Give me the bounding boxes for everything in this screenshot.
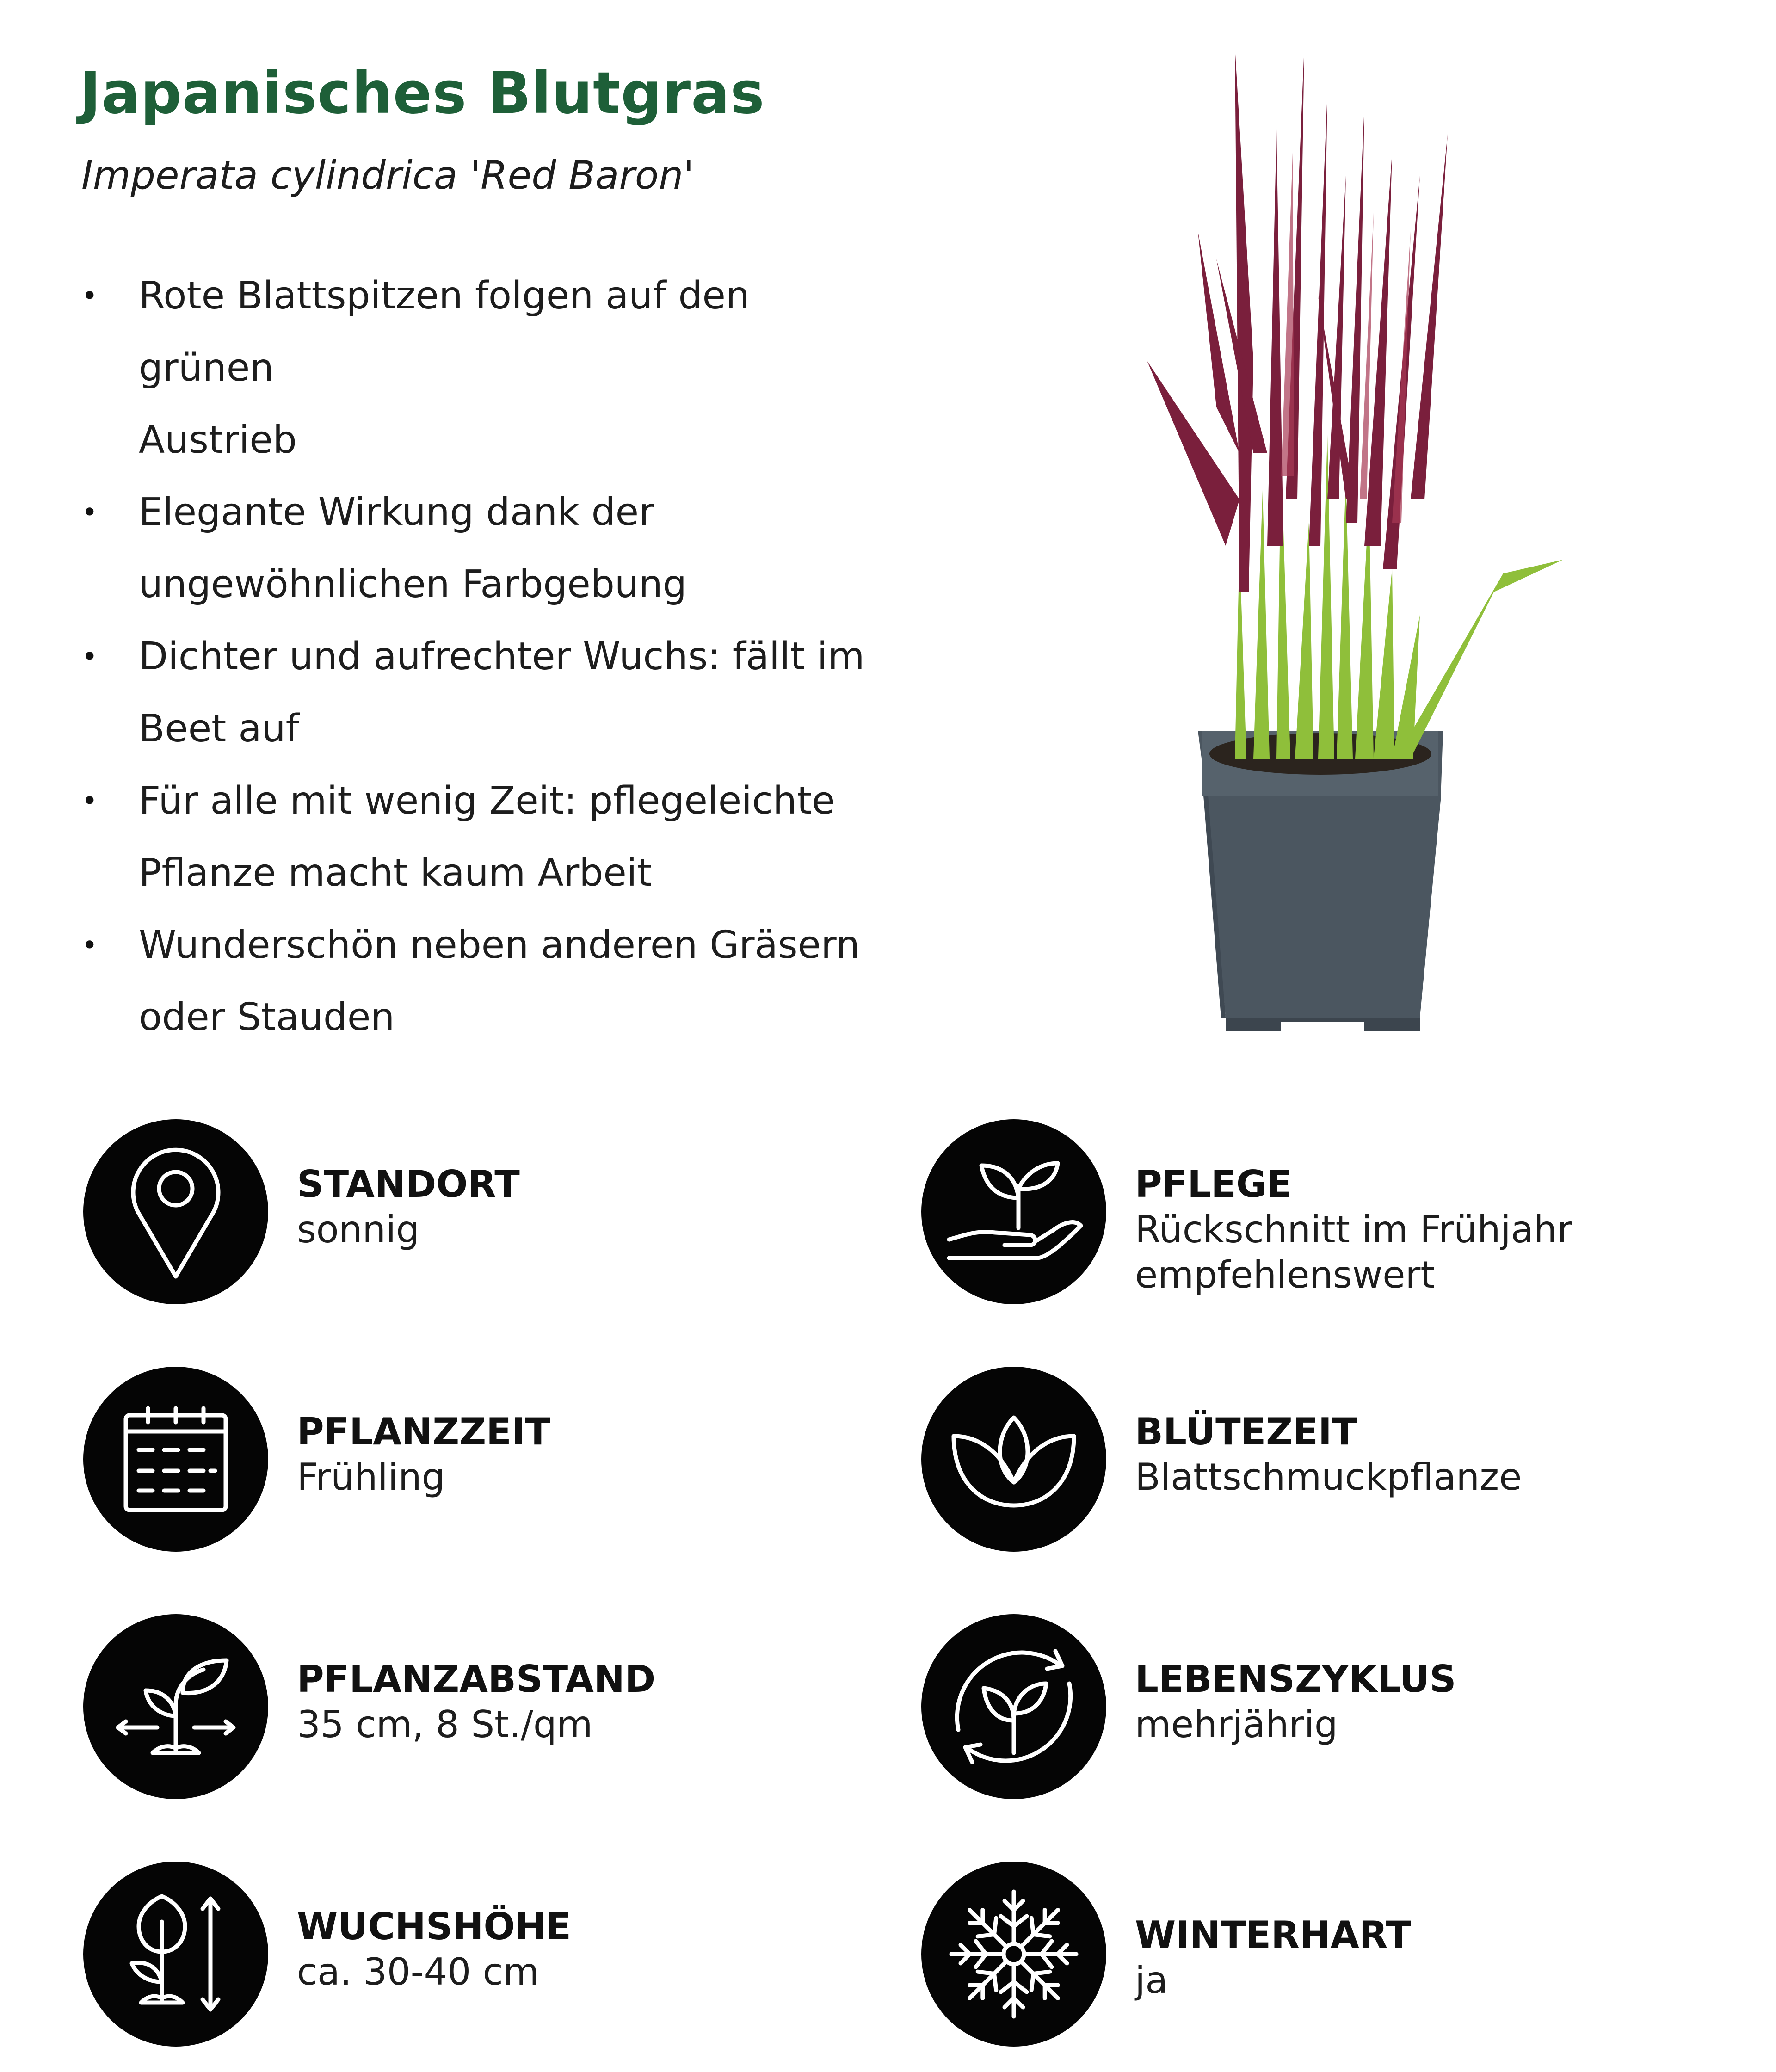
bullet-dot-icon: • [81,929,98,962]
feature-winterhart [921,1862,1726,2047]
feature-value: ca. 30-40 cm [297,1950,539,1993]
feature-label: PFLEGE [1135,1163,1292,1206]
feature-label: WINTERHART [1135,1913,1412,1956]
bullet-item: • Wunderschön neben anderen Gräsern oder Stauden [79,909,893,1054]
feature-wuchshoehe [83,1862,888,2047]
bullet-dot-icon: • [81,496,98,529]
hand-seedling-icon [921,1119,1106,1304]
feature-value: 35 cm, 8 St./qm [297,1703,593,1746]
lotus-flower-icon [921,1367,1106,1552]
feature-value: Rückschnitt im Frühjahr [1135,1208,1572,1251]
product-image [1087,37,1596,1036]
feature-bullet-list [79,260,893,1054]
feature-value: mehrjährig [1135,1703,1338,1746]
location-pin-icon [83,1119,268,1304]
product-latin-name: Imperata cylindrica 'Red Baron' [81,153,694,198]
feature-label: PFLANZZEIT [297,1410,551,1453]
feature-standort [83,1119,888,1304]
feature-value-continued: empfehlenswert [1135,1253,1435,1296]
bullet-dot-icon: • [81,785,98,817]
product-title: Japanisches Blutgras [80,60,765,127]
feature-value: Frühling [297,1455,445,1498]
feature-value: ja [1135,1959,1168,2002]
feature-label: WUCHSHÖHE [297,1905,572,1948]
feature-lebenszyklus [921,1614,1726,1799]
bullet-dot-icon: • [81,280,98,312]
feature-pflege [921,1119,1726,1304]
feature-label: LEBENSZYKLUS [1135,1658,1456,1701]
feature-label: PFLANZABSTAND [297,1658,656,1701]
plant-cycle-icon [921,1614,1106,1799]
bullet-item: • Für alle mit wenig Zeit: pflegeleichte Pflanze macht kaum Arbeit [79,765,893,909]
feature-value: Blattschmuckpflanze [1135,1455,1522,1498]
snowflake-icon [921,1862,1106,2047]
feature-bluetezeit [921,1367,1726,1552]
plant-spacing-icon [83,1614,268,1799]
feature-value: sonnig [297,1208,420,1251]
bullet-dot-icon: • [81,641,98,673]
bullet-item: • Rote Blattspitzen folgen auf den grünen Austrieb [79,260,893,476]
bullet-item: • Elegante Wirkung dank der ungewöhnlichen Farbgebung [79,476,893,621]
feature-pflanzzeit [83,1367,888,1552]
feature-label: STANDORT [297,1163,520,1206]
bullet-item: • Dichter und aufrechter Wuchs: fällt im Beet auf [79,621,893,765]
feature-pflanzabstand [83,1614,888,1799]
feature-label: BLÜTEZEIT [1135,1410,1357,1453]
tree-height-icon [83,1862,268,2047]
calendar-icon [83,1367,268,1552]
